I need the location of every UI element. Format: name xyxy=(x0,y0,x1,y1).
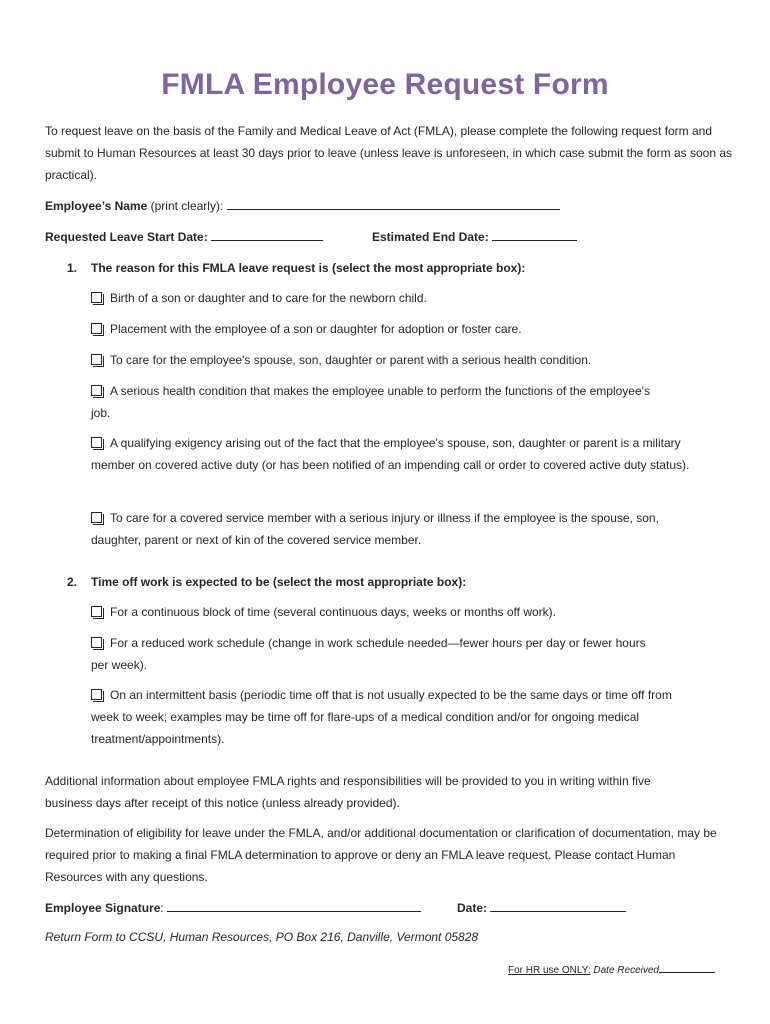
date-received-label: Date Received xyxy=(590,965,659,976)
time-off-question-number: 2. xyxy=(67,575,78,589)
checkbox-icon[interactable] xyxy=(91,437,102,448)
time-off-option-label: For a reduced work schedule (change in work schedule needed—fewer hours per day or fewer hours per week). xyxy=(91,636,646,672)
hr-use-label: For HR use ONLY: xyxy=(508,965,591,976)
end-date-label: Estimated End Date: xyxy=(372,230,489,244)
reason-option-label: Placement with the employee of a son or daughter for adoption or foster care. xyxy=(110,322,522,336)
checkbox-icon[interactable] xyxy=(91,689,102,700)
reason-question-number: 1. xyxy=(67,261,78,275)
checkbox-icon[interactable] xyxy=(91,606,102,617)
end-date-field[interactable] xyxy=(492,229,577,241)
reason-question-text: The reason for this FMLA leave request is (select the most appropriate box): xyxy=(91,261,526,275)
signature-row xyxy=(45,900,421,916)
return-address: Return Form to CCSU, Human Resources, PO Box 216, Danville, Vermont 05828 xyxy=(45,930,479,944)
date-received-field[interactable] xyxy=(659,963,715,973)
reason-option-label: Birth of a son or daughter and to care for the newborn child. xyxy=(110,291,427,305)
time-off-question-heading xyxy=(67,574,466,590)
reason-option-label: A serious health condition that makes the employee unable to perform the functions of the employee's job. xyxy=(91,384,650,420)
signature-label: Employee Signature xyxy=(45,901,161,915)
hr-use-row xyxy=(508,963,715,976)
reason-option xyxy=(91,349,721,371)
time-off-question-text: Time off work is expected to be (select the most appropriate box): xyxy=(91,575,467,589)
time-off-option-label: For a continuous block of time (several continuous days, weeks or months off work). xyxy=(110,605,556,619)
signature-field[interactable] xyxy=(167,900,421,912)
checkbox-icon[interactable] xyxy=(91,637,102,648)
checkbox-icon[interactable] xyxy=(91,292,102,303)
leave-start-label: Requested Leave Start Date: xyxy=(45,230,208,244)
reason-option-label: To care for a covered service member with a serious injury or illness if the employee is the spouse, son, daughter, parent or next of kin of the covered service member. xyxy=(91,511,659,547)
employee-name-row xyxy=(45,198,560,214)
checkbox-icon[interactable] xyxy=(91,323,102,334)
employee-name-label: Employee’s Name xyxy=(45,199,148,213)
reason-question-heading xyxy=(67,260,525,276)
reason-option-label: To care for the employee's spouse, son, daughter or parent with a serious health condition. xyxy=(110,353,592,367)
reason-option xyxy=(91,507,681,551)
reason-option xyxy=(91,318,721,340)
leave-start-row xyxy=(45,229,323,245)
date-field[interactable] xyxy=(490,900,626,912)
intro-paragraph: To request leave on the basis of the Family and Medical Leave of Act (FMLA), please complete the following request form and submit to Human Resources at least 30 days prior to leave (unless leave is unforeseen, in which case submit the form as soon as practical). xyxy=(45,124,733,182)
reason-option xyxy=(91,432,691,476)
reason-option xyxy=(91,287,721,309)
checkbox-icon[interactable] xyxy=(91,385,102,396)
reason-option xyxy=(91,380,651,424)
reason-option-label: A qualifying exigency arising out of the fact that the employee's spouse, son, daughter or parent is a military member on covered active duty (or has been notified of an impending call or order to covered active duty status). xyxy=(91,436,690,472)
determination-paragraph: Determination of eligibility for leave under the FMLA, and/or additional documentation or clarification of documentation, may be required prior to making a final FMLA determination to approve or deny an FMLA leave request. Please contact Human Resources with any questions. xyxy=(45,826,717,884)
checkbox-icon[interactable] xyxy=(91,512,102,523)
leave-start-field[interactable] xyxy=(211,229,323,241)
time-off-option-label: On an intermittent basis (periodic time off that is not usually expected to be the same days or time off from week to week; examples may be time off for flare-ups of a medical condition and/or for ongoing medical treatment/appointments). xyxy=(91,688,672,746)
time-off-option xyxy=(91,684,681,750)
end-date-row xyxy=(372,229,577,245)
employee-name-hint: (print clearly): xyxy=(147,199,224,213)
date-row xyxy=(457,900,626,916)
time-off-option xyxy=(91,632,661,676)
page-title: FMLA Employee Request Form xyxy=(161,68,609,101)
signature-colon: : xyxy=(160,901,164,915)
additional-info-paragraph: Additional information about employee FMLA rights and responsibilities will be provided to you in writing within five business days after receipt of this notice (unless already provided). xyxy=(45,774,651,810)
checkbox-icon[interactable] xyxy=(91,354,102,365)
time-off-option xyxy=(91,601,721,623)
employee-name-field[interactable] xyxy=(227,198,560,210)
date-label: Date: xyxy=(457,901,488,915)
